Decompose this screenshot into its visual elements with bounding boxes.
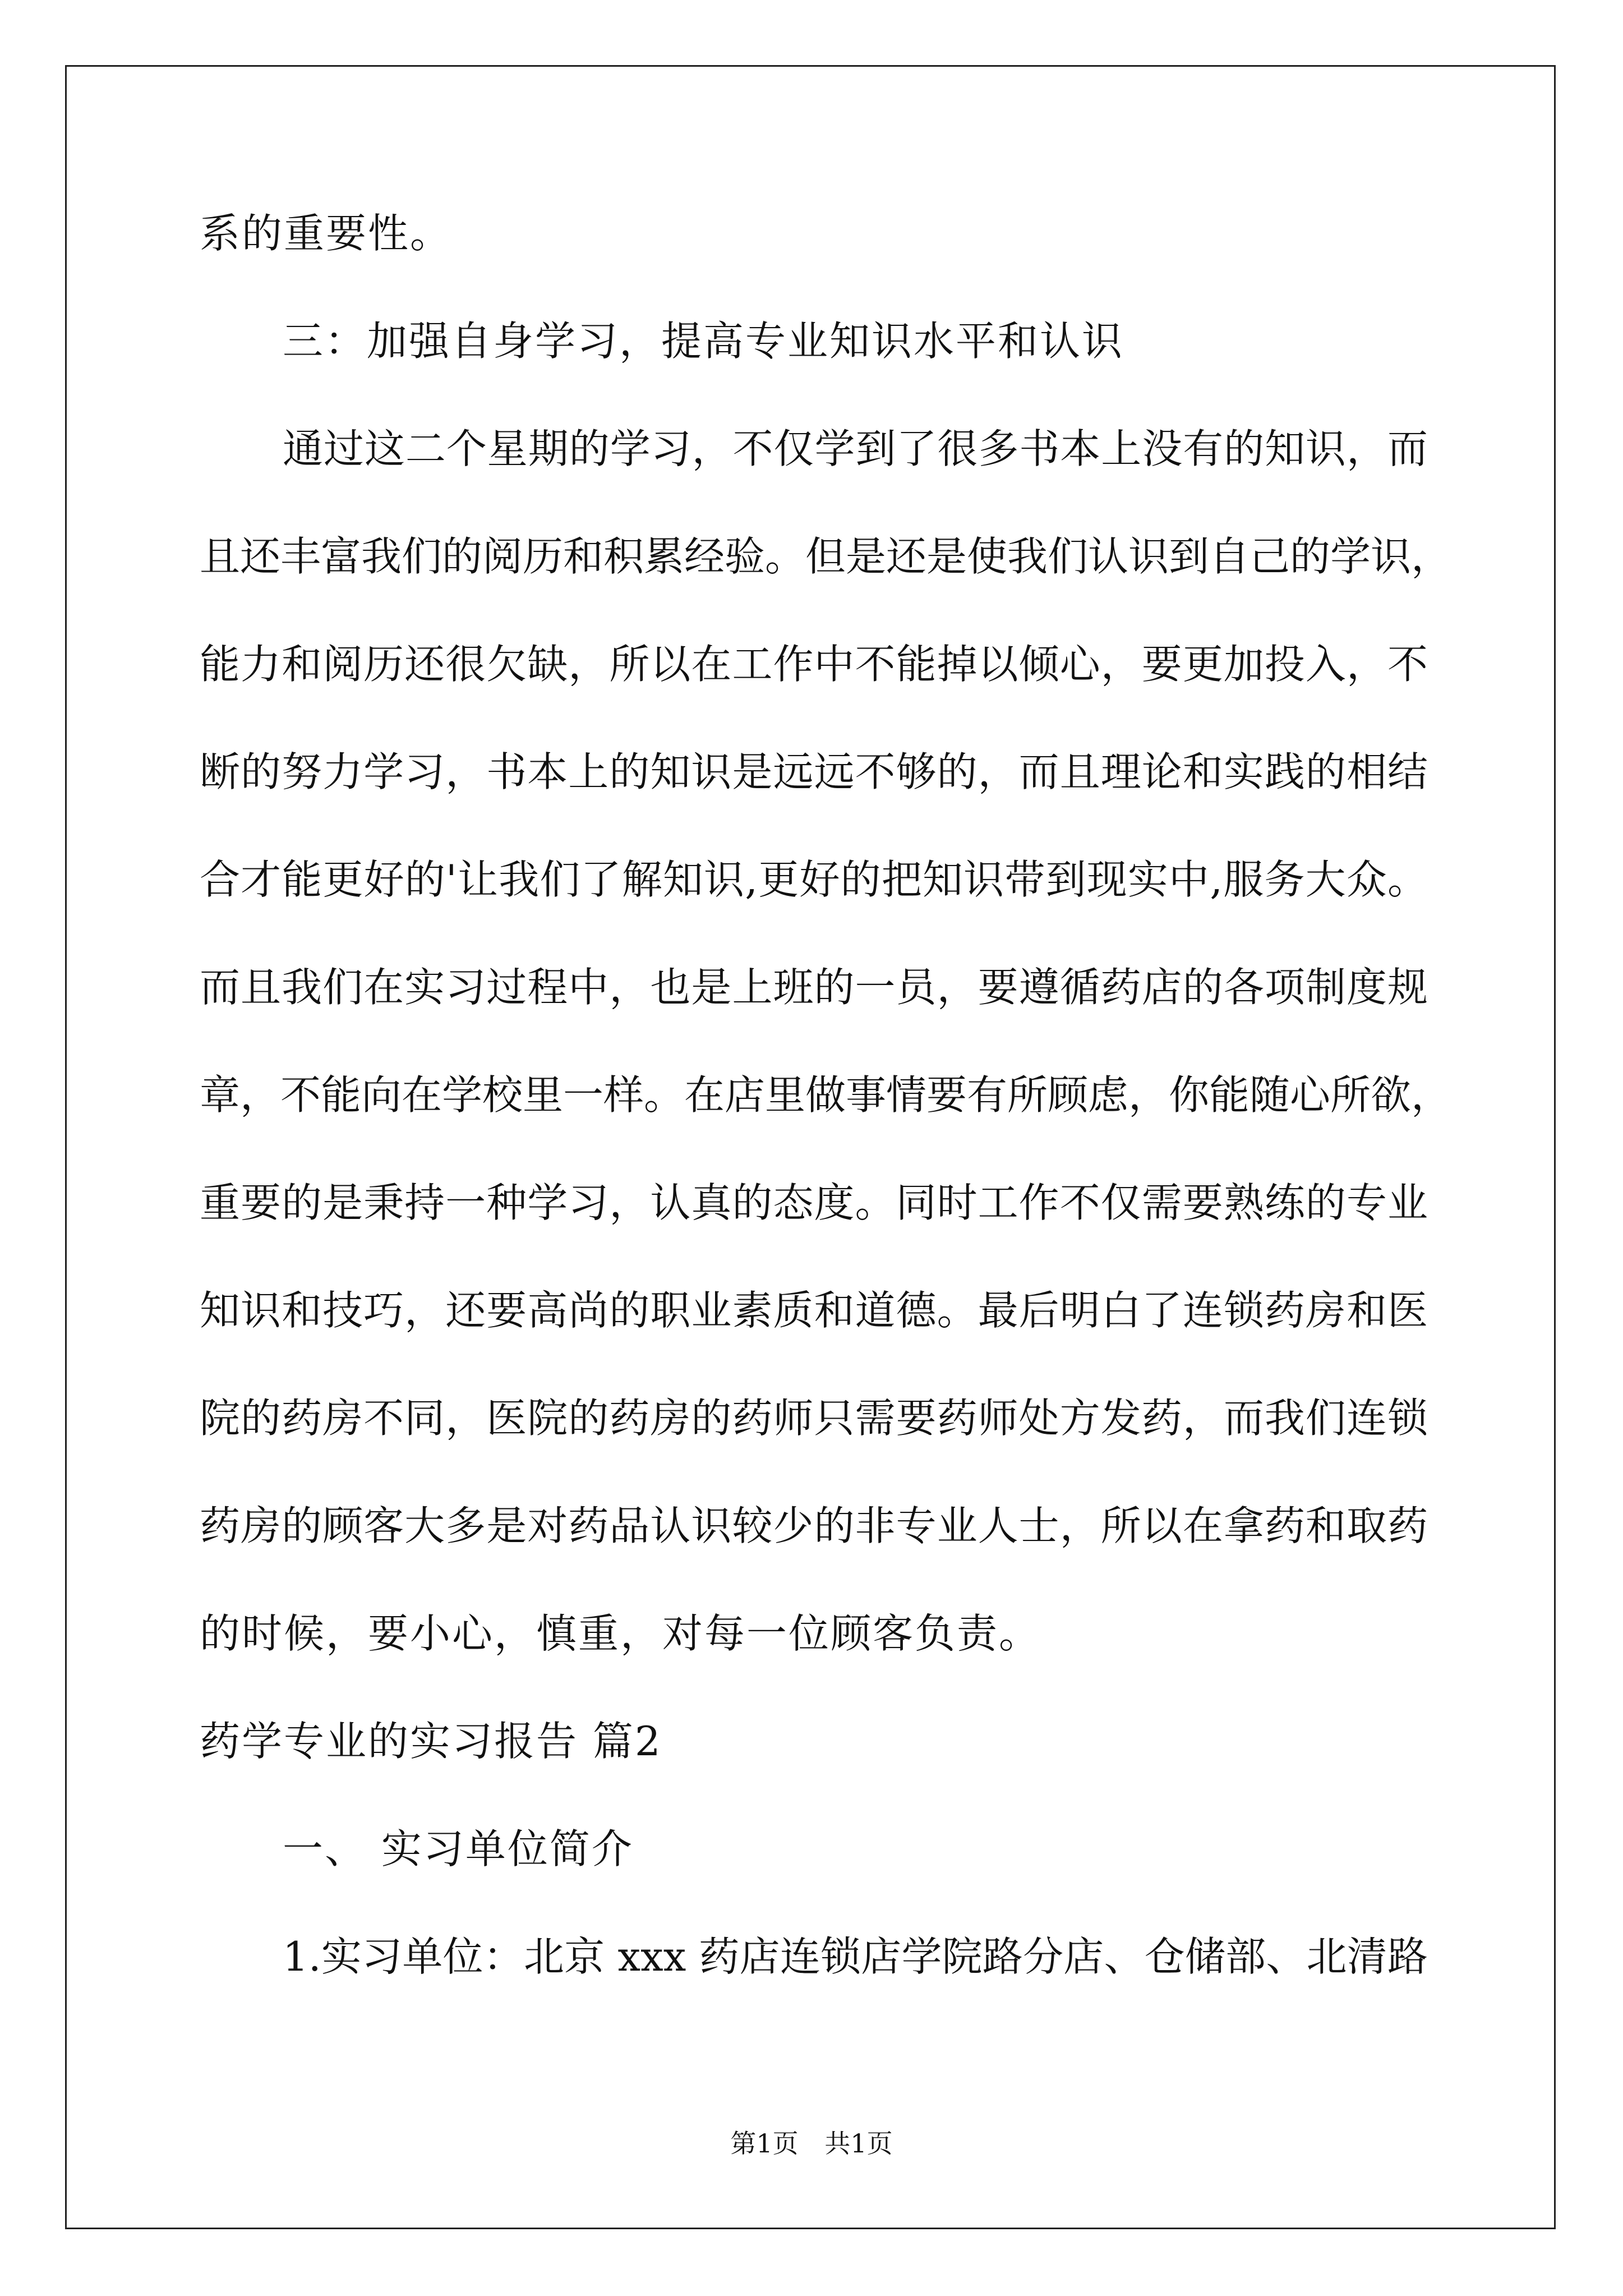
text-line: 通过这二个星期的学习，不仅学到了很多书本上没有的知识，而 — [283, 425, 1428, 472]
text-line: 的时候，要小心，慎重，对每一位顾客负责。 — [200, 1610, 1041, 1657]
text-line: 重要的是秉持一种学习，认真的态度。同时工作不仅需要熟练的专业 — [200, 1179, 1428, 1226]
page-footer — [0, 2123, 1623, 2160]
section-heading: 三：加强自身学习，提高专业知识水平和认识 — [283, 318, 1124, 365]
text-line: 1.实习单位：北京 xxx 药店连锁店学院路分店、仓储部、北清路 — [283, 1933, 1428, 1980]
article-title: 药学专业的实习报告 篇2 — [200, 1718, 662, 1765]
text-line: 断的努力学习，书本上的知识是远远不够的，而且理论和实践的相结 — [200, 748, 1428, 795]
section-heading: 一、 实习单位简介 — [283, 1825, 634, 1872]
text-line: 知识和技巧，还要高尚的职业素质和道德。最后明白了连锁药房和医 — [200, 1287, 1428, 1334]
text-line: 院的药房不同，医院的药房的药师只需要药师处方发药，而我们连锁 — [200, 1395, 1428, 1442]
text-line: 合才能更好的'让我们了解知识,更好的把知识带到现实中,服务大众。 — [200, 856, 1428, 903]
text-line: 系的重要性。 — [200, 210, 453, 257]
text-line: 章，不能向在学校里一样。在店里做事情要有所顾虑，你能随心所欲， — [200, 1071, 1452, 1119]
text-line: 而且我们在实习过程中，也是上班的一员，要遵循药店的各项制度规 — [200, 964, 1428, 1011]
page-number: 第1页 — [730, 2128, 799, 2159]
text-line: 能力和阅历还很欠缺，所以在工作中不能掉以倾心，要更加投入，不 — [200, 641, 1428, 688]
text-line: 且还丰富我们的阅历和积累经验。但是还是使我们认识到自己的学识， — [200, 533, 1452, 580]
page-total: 共1页 — [824, 2128, 893, 2159]
text-line: 药房的顾客大多是对药品认识较少的非专业人士，所以在拿药和取药 — [200, 1502, 1428, 1549]
page-border — [65, 65, 1556, 2229]
